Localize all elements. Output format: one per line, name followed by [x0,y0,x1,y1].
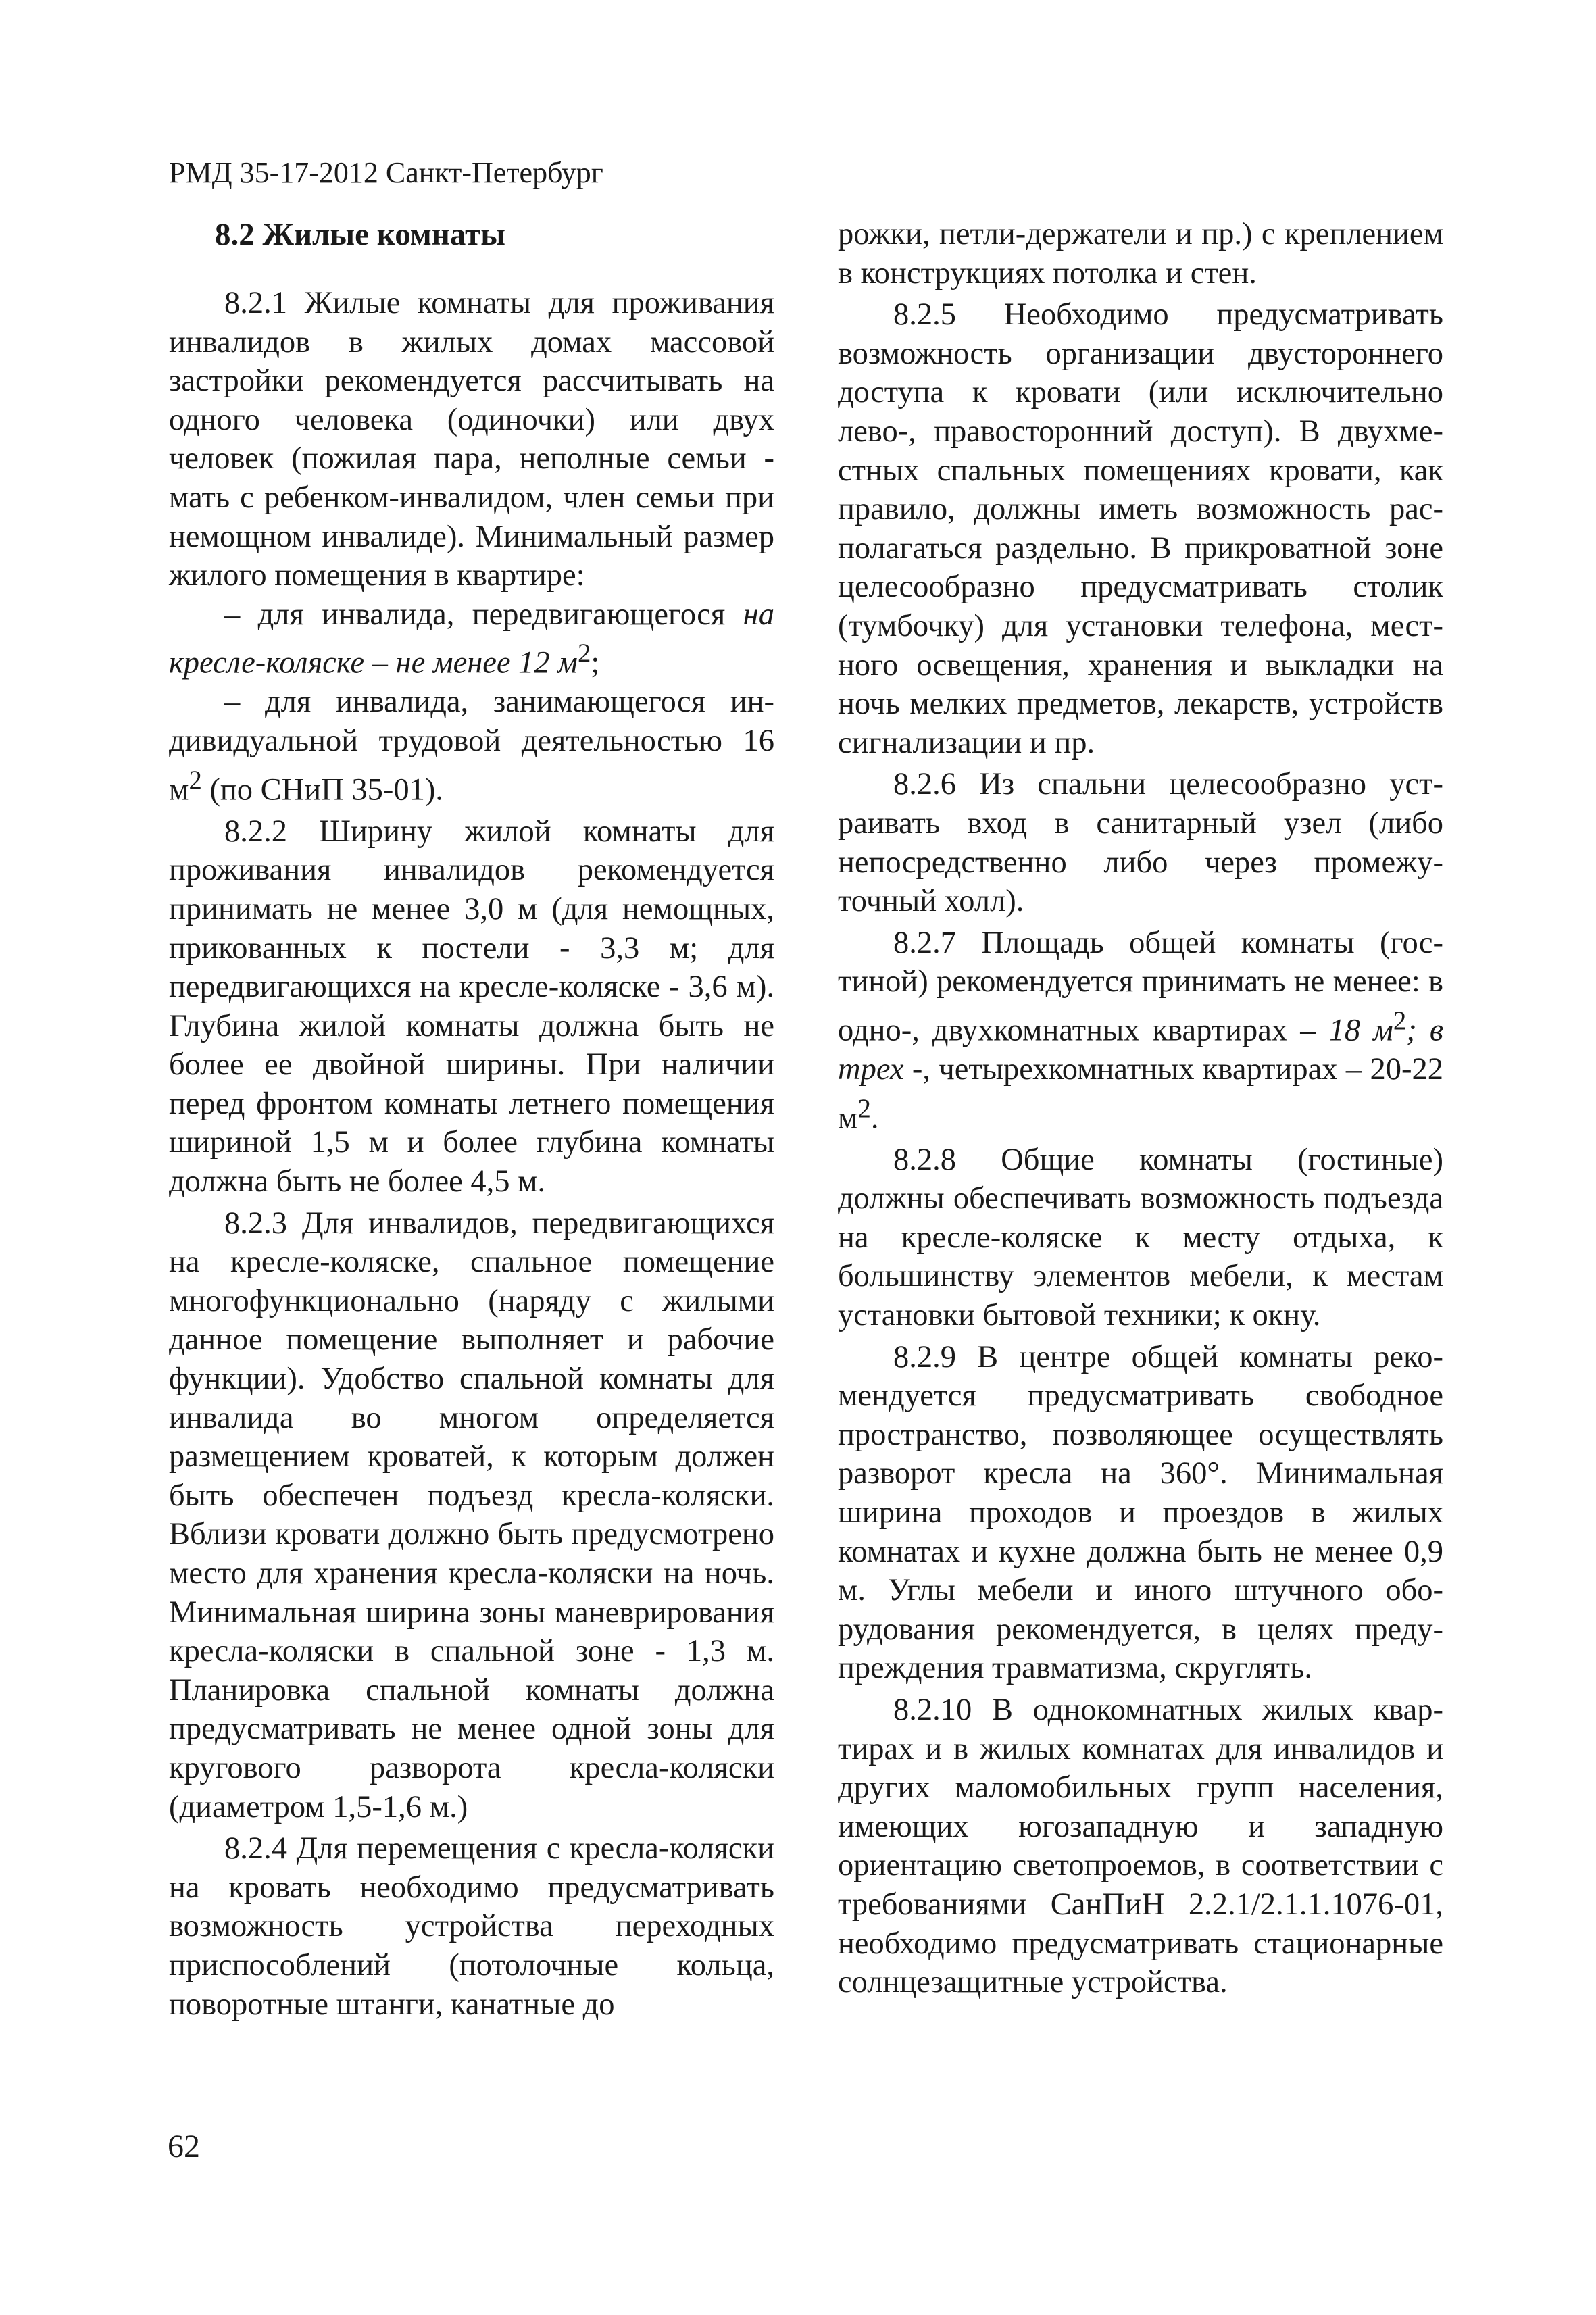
paragraph-italic-text: 18 м [1328,1013,1393,1048]
paragraph-8-2-3: 8.2.3 Для инвалидов, передвигающихся на кресле-коляске, спальное помещение многофункционально (наряду с жилыми данное помещение выполняет и рабочие функции). Удобство спальной комнаты для инвалида во многом определяется размещением кроватей, к которым должен быть обеспечен подъезд кресла-коляски. Вблизи кровати должно быть предусмотрено место для хранения кресла-коляски на ночь. Минимальная ширина зоны маневрирования кресла-коляски в спальной зоне - 1,3 м. Планировка спальной комнаты должна предусматривать не менее одной зоны для кругового разворота кресла-коляски (диаметром 1,5-1,6 м.) [169,1205,774,1824]
page-header: РМД 35-17-2012 Санкт-Петербург [169,156,603,189]
text-column-left [169,215,774,2024]
list-item-text: – для инвалида, передвигающегося [224,597,743,632]
paragraph-8-2-4: 8.2.4 Для перемещения с кресла-коляски на кровать необходимо предусматривать возможность устройства переходных приспособлений (потолочные кольца, поворотные штанги, канатные до [169,1831,774,2022]
paragraph-text: 8.2.7 Площадь общей комнаты (гостиной) рекомендуется принимать не менее: в одно-, двухкомнатных квартирах – [838,925,1443,1048]
page-number: 62 [168,2129,200,2164]
superscript: 2 [1393,1005,1407,1035]
paragraph-8-2-2: 8.2.2 Ширину жилой комнаты для проживания инвалидов рекомендуется принимать не менее 3,0 м (для немощных, прикованных к постели - 3,3 м; для передвигающихся на кресле-коляске - 3,6 м). Глубина жилой комнаты должна быть не более ее двойной ширины. При наличии перед фронтом комнаты летнего помещения шириной 1,5 м и более глубина комнаты должна быть не более 4,5 м. [169,814,774,1199]
paragraph-italic-text: ; в трех - [838,1013,1444,1087]
section-heading: 8.2 Жилые комнаты [215,217,505,252]
paragraph-text: . [870,1101,879,1136]
paragraph-8-2-7 [838,924,1443,1138]
superscript: 2 [857,1093,871,1123]
list-item-self-employed [169,682,774,809]
list-item-wheelchair-user [169,595,774,683]
paragraph-8-2-1: 8.2.1 Жилые комнаты для проживания инвалидов в жилых домах массовой застройки рекомендуется рассчитывать на одного человека (одиночки) или двух человек (пожилая пара, неполные семьи - мать с ребенком-инвалидом, член семьи при немощном инвалиде). Минимальный размер жилого помещения в квартире: [169,286,774,593]
list-item-italic-text: на кресле-коляске – не менее 12 м [169,597,774,680]
list-item-text: ; [591,645,600,680]
paragraph-8-2-10: 8.2.10 В однокомнатных жилых квартирах и в жилых комнатах для инвалидов и других маломобильных групп населения, имеющих югозападную и западную ориентацию светопроемов, в соответствии с требованиями СанПиН 2.2.1/2.1.1.1076-01, необходимо предусматривать стационарные солнцезащитные устройства. [838,1692,1443,2000]
paragraph-8-2-5: 8.2.5 Необходимо предусматривать возможность организации двустороннего доступа к кровати (или исключительно лево-, правосторонний доступ). В двухместных спальных помещениях кровати, как правило, должны иметь возможность располагаться раздельно. В прикроватной зоне целесообразно предусматривать столик (тумбочку) для установки телефона, местного освещения, хранения и выкладки на ночь мелких предметов, лекарств, устройств сигнализации и пр. [838,297,1443,760]
superscript: 2 [577,639,591,668]
list-item-text: (по СНиП 35-01). [201,772,443,807]
paragraph-8-2-8: 8.2.8 Общие комнаты (гостиные) должны обеспечивать возможность подъезда на кресле-коляске к месту отдыха, к большинству элементов мебели, к местам установки бытовой техники; к окну. [838,1142,1443,1333]
list-item-text: – для инвалида, занимающегося индивидуальной трудовой деятельностью 16 м [169,684,774,807]
text-column-right [838,215,1443,2002]
paragraph-8-2-6: 8.2.6 Из спальни целесообразно устраивать вход в санитарный узел (либо непосредственно либо через промежуточный холл). [838,767,1443,919]
paragraph-8-2-9: 8.2.9 В центре общей комнаты рекомендуется предусматривать свободное пространство, позволяющее осуществлять разворот кресла на 360°. Минимальная ширина проходов и проездов в жилых комнатах и кухне должна быть не менее 0,9 м. Углы мебели и иного штучного оборудования рекомендуется, в целях предупреждения травматизма, скруглять. [838,1339,1443,1686]
paragraph-text: , четырехкомнатных квартирах – 20-22 м [838,1051,1443,1136]
paragraph-8-2-4-continued: рожки, петли-держатели и пр.) с креплением в конструкциях потолка и стен. [838,217,1443,291]
superscript: 2 [189,765,202,795]
